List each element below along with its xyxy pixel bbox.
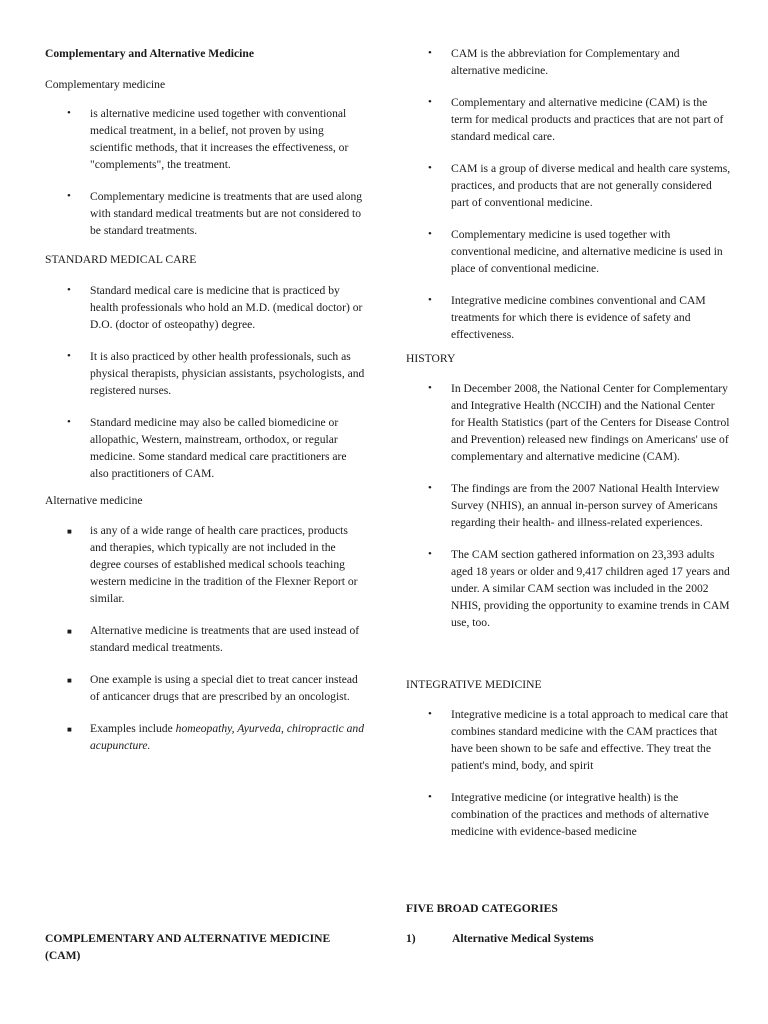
categories-heading: FIVE BROAD CATEGORIES	[406, 902, 558, 915]
bullet-icon: •	[428, 482, 432, 494]
alternative-list	[45, 522, 365, 754]
list-item: • CAM is the abbreviation for Complementary and alternative medicine.	[428, 47, 680, 77]
list-item: • The findings are from the 2007 National Health Interview Survey (NHIS), an annual in-person survey of Americans regarding their health- and illness-related experiences.	[428, 482, 720, 529]
integrative-list	[406, 706, 731, 840]
list-item: • Standard medical care is medicine that is practiced by health professionals who hold an M.D. (medical doctor) or D.O. (doctor of osteopathy) degree.	[67, 284, 363, 331]
complementary-heading: Complementary medicine	[45, 78, 166, 91]
bullet-icon: •	[67, 190, 71, 202]
list-item: ■ Examples include homeopathy, Ayurveda, chiropractic and acupuncture.	[67, 722, 365, 752]
bullet-icon: •	[67, 107, 71, 119]
bullet-icon: •	[428, 708, 432, 720]
list-item: • Integrative medicine combines conventional and CAM treatments for which there is evidence of safety and effectiveness.	[428, 294, 706, 341]
cam-intro-list	[406, 45, 731, 343]
square-bullet-icon: ■	[67, 676, 72, 685]
bullet-icon: •	[428, 162, 432, 174]
category-item	[406, 930, 731, 947]
list-item: • Complementary and alternative medicine (CAM) is the term for medical products and practices that are not part of standard medical care.	[428, 96, 724, 143]
bullet-icon: •	[428, 791, 432, 803]
bullet-icon: •	[67, 284, 71, 296]
list-item: ■ Alternative medicine is treatments that are used instead of standard medical treatments.	[67, 624, 360, 654]
list-item: • The CAM section gathered information on 23,393 adults aged 18 years or older and 9,417 children aged 17 years and under. A similar CAM section was included in the 2002 NHIS, providing the opportunity to examine trends in CAM use, too.	[428, 548, 730, 629]
list-item: • It is also practiced by other health professionals, such as physical therapists, physician assistants, psychologists, and registered nurses.	[67, 350, 365, 397]
bullet-icon: •	[428, 294, 432, 306]
bullet-icon: •	[67, 350, 71, 362]
standard-care-list	[45, 282, 365, 482]
square-bullet-icon: ■	[67, 627, 72, 636]
alternative-heading: Alternative medicine	[45, 494, 143, 507]
list-item: ■ is any of a wide range of health care practices, products and therapies, which typically are not included in the degree courses of established medical schools teaching western medicine in the tradition of the Flexner Report or similar.	[67, 524, 358, 605]
square-bullet-icon: ■	[67, 725, 72, 734]
bullet-icon: •	[428, 228, 432, 240]
category-number: 1)	[406, 932, 416, 945]
bullet-icon: •	[428, 382, 432, 394]
bullet-icon: •	[428, 548, 432, 560]
examples-italic: homeopathy, Ayurveda, chiropractic and acupuncture.	[90, 722, 365, 752]
list-item: • Integrative medicine is a total approach to medical care that combines standard medicine with the CAM practices that have been shown to be safe and effective. They treat the patient's mind, body, and spirit	[428, 708, 729, 772]
list-item: • Integrative medicine (or integrative health) is the combination of the practices and methods of alternative medicine with evidence-based medicine	[428, 791, 709, 838]
bullet-icon: •	[428, 96, 432, 108]
list-item: • is alternative medicine used together with conventional medical treatment, in a belief, not proven by using scientific methods, that it increases the effectiveness, or "complements", the treatment.	[67, 107, 349, 171]
category-label: Alternative Medical Systems	[452, 932, 594, 945]
standard-care-heading: STANDARD MEDICAL CARE	[45, 253, 197, 266]
list-item: • In December 2008, the National Center for Complementary and Integrative Health (NCCIH) and the National Center for Health Statistics (part of the Centers for Disease Control and Prevention) released new findings on Americans' use of complementary and alternative medicine (CAM).	[428, 382, 730, 463]
list-item: • Standard medicine may also be called biomedicine or allopathic, Western, mainstream, orthodox, or regular medicine. Some standard medical care practitioners are also practitioners of CAM.	[67, 416, 347, 480]
square-bullet-icon: ■	[67, 527, 72, 536]
cam-section-heading: COMPLEMENTARY AND ALTERNATIVE MEDICINE (CAM)	[45, 932, 331, 962]
list-item: • Complementary medicine is treatments that are used along with standard medical treatments but are not considered to be standard treatments.	[67, 190, 363, 237]
list-item: • Complementary medicine is used together with conventional medicine, and alternative medicine is used in place of conventional medicine.	[428, 228, 723, 275]
bullet-icon: •	[428, 47, 432, 59]
document-title: Complementary and Alternative Medicine	[45, 47, 254, 60]
bullet-icon: •	[67, 416, 71, 428]
list-item: ■ One example is using a special diet to treat cancer instead of anticancer drugs that are prescribed by an oncologist.	[67, 673, 358, 703]
complementary-list	[45, 105, 365, 239]
history-heading: HISTORY	[406, 352, 456, 365]
list-item: • CAM is a group of diverse medical and health care systems, practices, and products that are not generally considered part of conventional medicine.	[428, 162, 731, 209]
integrative-heading: INTEGRATIVE MEDICINE	[406, 678, 542, 691]
history-list	[406, 380, 731, 631]
